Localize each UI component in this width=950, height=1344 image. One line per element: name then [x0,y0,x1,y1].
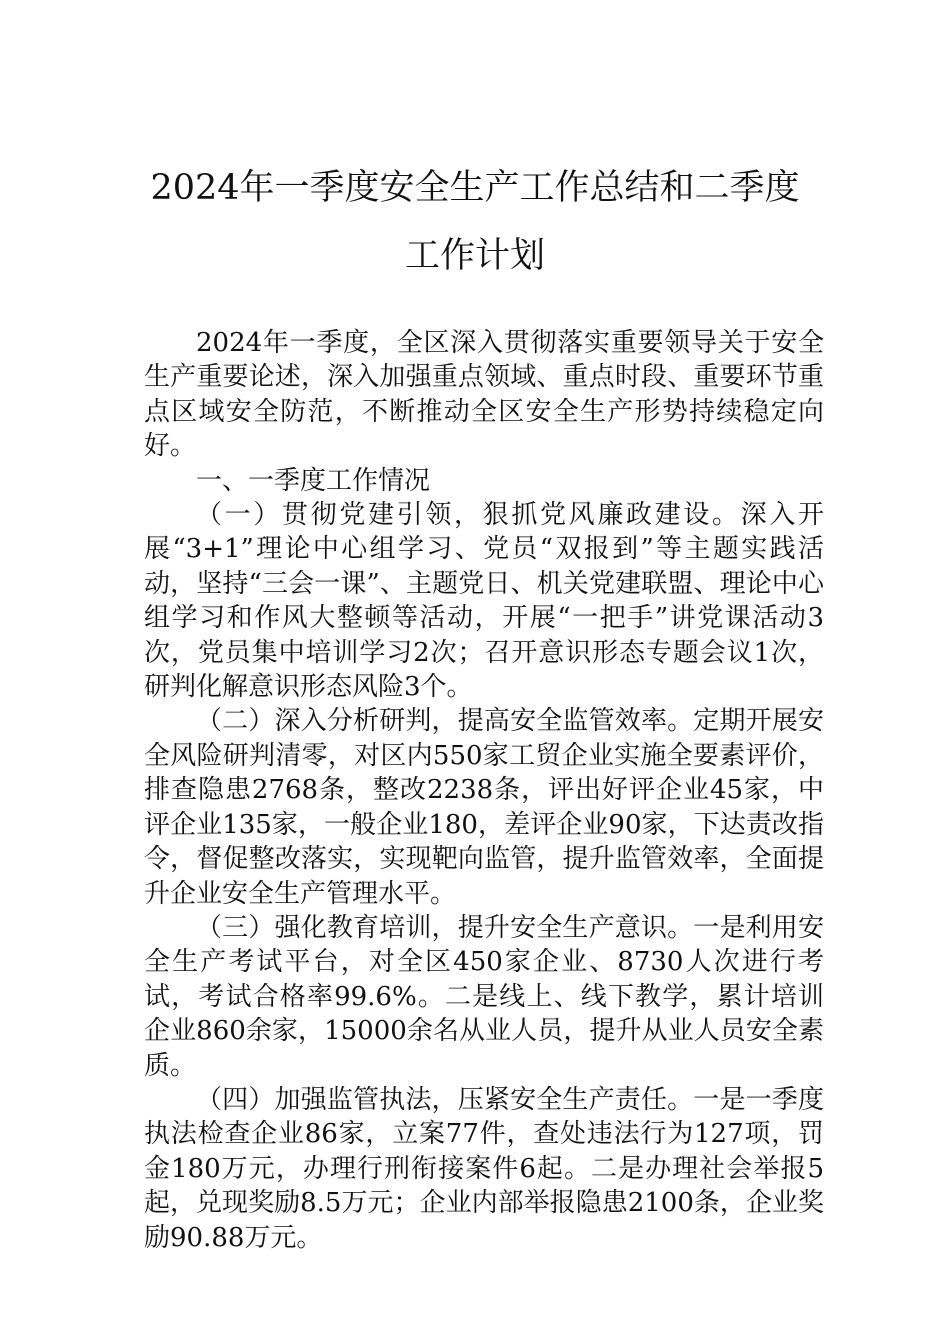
document-body [144,326,824,1255]
document-title-line-2: 工作计划 [404,236,545,276]
document-title-line-1: 2024年一季度安全生产工作总结和二季度 [150,168,800,208]
paragraph-law-enforcement: （四）加强监管执法，压紧安全生产责任。一是一季度执法检查企业86家，立案77件，查处违法行为127项，罚金180万元，办理行刑衔接案件6起。二是办理社会举报5起，兑现奖励8.5万元；企业内部举报隐患2100条，企业奖励90.88万元。 [144,1084,824,1253]
paragraph-education-training: （三）强化教育培训，提升安全生产意识。一是利用安全生产考试平台，对全区450家企业、8730人次进行考试，考试合格率99.6%。二是线上、线下教学，累计培训企业860余家，15000余名从业人员，提升从业人员安全素质。 [144,912,824,1081]
paragraph-party-building: （一）贯彻党建引领，狠抓党风廉政建设。深入开展“3+1”理论中心组学习、党员“双报到”等主题实践活动，坚持“三会一课”、主题党日、机关党建联盟、理论中心组学习和作风大整顿等活动，开展“一把手”讲党课活动3次，党员集中培训学习2次；召开意识形态专题会议1次，研判化解意识形态风险3个。 [144,500,824,703]
intro-paragraph: 2024年一季度，全区深入贯彻落实重要领导关于安全生产重要论述，深入加强重点领域、重点时段、重要环节重点区域安全防范，不断推动全区安全生产形势持续稳定向好。 [144,328,824,462]
section-heading-1: 一、一季度工作情况 [196,465,431,496]
paragraph-risk-analysis: （二）深入分析研判，提高安全监管效率。定期开展安全风险研判清零，对区内550家工贸企业实施全要素评价，排查隐患2768条，整改2238条，评出好评企业45家，中评企业135家，一般企业180，差评企业90家，下达责改指令，督促整改落实，实现靶向监管，提升监管效率，全面提升企业安全生产管理水平。 [144,706,824,909]
